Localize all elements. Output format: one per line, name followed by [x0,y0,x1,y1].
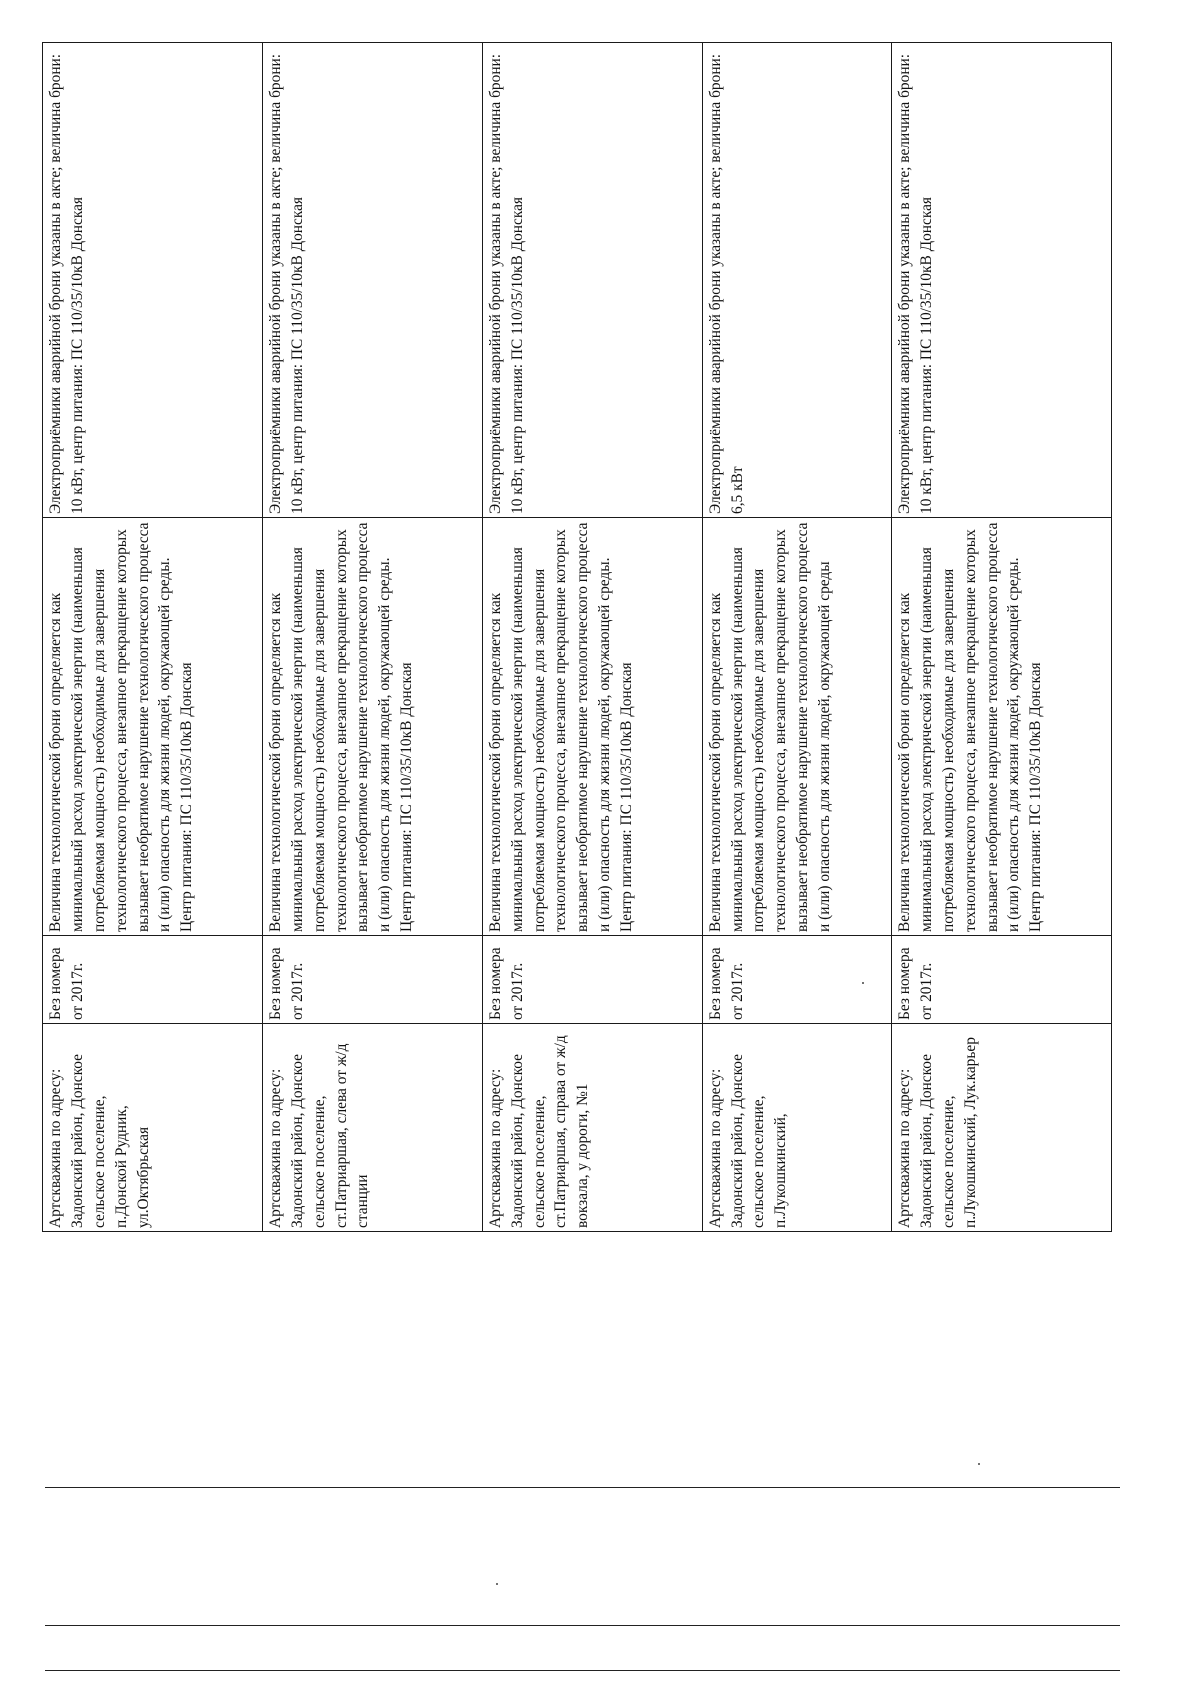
act-cell: Без номера от 2017г. [43,936,263,1024]
separator-line [45,1670,1120,1671]
tech-reserve-cell: Величина технологической брони определяется как минимальный расход электрической энергии (наименьшая потребляемая мощность) необходимые для завершения технологического процесса, внезапное прекращение которых вызывает необратимое нарушение технологического процесса и (или) опасность для жизни людей, окружающей среды. Центр питания: ПС 110/35/10кВ Донская [262,518,482,936]
act-cell: Без номера от 2017г. [262,936,482,1024]
table-row [702,43,891,1232]
emergency-reserve-cell: Электроприёмники аварийной брони указаны в акте; величина брони: 10 кВт, центр питания: ПС 110/35/10кВ Донская [262,43,482,518]
separator-line [45,1487,1120,1488]
address-cell: Артскважина по адресу: Задонский район, Донское сельское поселение, ст.Патриаршая, справа от ж/д вокзала, у дороги, №1 [482,1024,702,1232]
separator-line [45,1625,1120,1626]
emergency-reserve-cell: Электроприёмники аварийной брони указаны в акте; величина брони: 10 кВт, центр питания: ПС 110/35/10кВ Донская [43,43,263,518]
act-cell: Без номера от 2017г. [702,936,891,1024]
table-row [262,43,482,1232]
address-cell: Артскважина по адресу: Задонский район, Донское сельское поселение, п.Лукошкинский, Лук.карьер [892,1024,1112,1232]
scan-speck [862,982,864,984]
scan-speck [978,1463,980,1465]
tech-reserve-cell: Величина технологической брони определяется как минимальный расход электрической энергии (наименьшая потребляемая мощность) необходимые для завершения технологического процесса, внезапное прекращение которых вызывает необратимое нарушение технологического процесса и (или) опасность для жизни людей, окружающей среды. Центр питания: ПС 110/35/10кВ Донская [482,518,702,936]
address-cell: Артскважина по адресу: Задонский район, Донское сельское поселение, ст.Патриаршая, слева от ж/д станции [262,1024,482,1232]
act-cell: Без номера от 2017г. [892,936,1112,1024]
emergency-reserve-cell: Электроприёмники аварийной брони указаны в акте; величина брони: 6,5 кВт [702,43,891,518]
tech-reserve-cell: Величина технологической брони определяется как минимальный расход электрической энергии (наименьшая потребляемая мощность) необходимые для завершения технологического процесса, внезапное прекращение которых вызывает необратимое нарушение технологического процесса и (или) опасность для жизни людей, окружающей среды [702,518,891,936]
table-row [43,43,263,1232]
address-cell: Артскважина по адресу: Задонский район, Донское сельское поселение, п.Донской Рудник, ул.Октябрьская [43,1024,263,1232]
scan-speck [496,1583,498,1585]
act-cell: Без номера от 2017г. [482,936,702,1024]
emergency-reserve-cell: Электроприёмники аварийной брони указаны в акте; величина брони: 10 кВт, центр питания: ПС 110/35/10кВ Донская [482,43,702,518]
rotated-table-page [42,42,1112,1232]
table-row [892,43,1112,1232]
address-cell: Артскважина по адресу: Задонский район, Донское сельское поселение, п.Лукошкинский, [702,1024,891,1232]
tech-reserve-cell: Величина технологической брони определяется как минимальный расход электрической энергии (наименьшая потребляемая мощность) необходимые для завершения технологического процесса, внезапное прекращение которых вызывает необратимое нарушение технологического процесса и (или) опасность для жизни людей, окружающей среды. Центр питания: ПС 110/35/10кВ Донская [892,518,1112,936]
reserve-table [42,42,1112,1232]
tech-reserve-cell: Величина технологической брони определяется как минимальный расход электрической энергии (наименьшая потребляемая мощность) необходимые для завершения технологического процесса, внезапное прекращение которых вызывает необратимое нарушение технологического процесса и (или) опасность для жизни людей, окружающей среды. Центр питания: ПС 110/35/10кВ Донская [43,518,263,936]
table-row [482,43,702,1232]
emergency-reserve-cell: Электроприёмники аварийной брони указаны в акте; величина брони: 10 кВт, центр питания: ПС 110/35/10кВ Донская [892,43,1112,518]
